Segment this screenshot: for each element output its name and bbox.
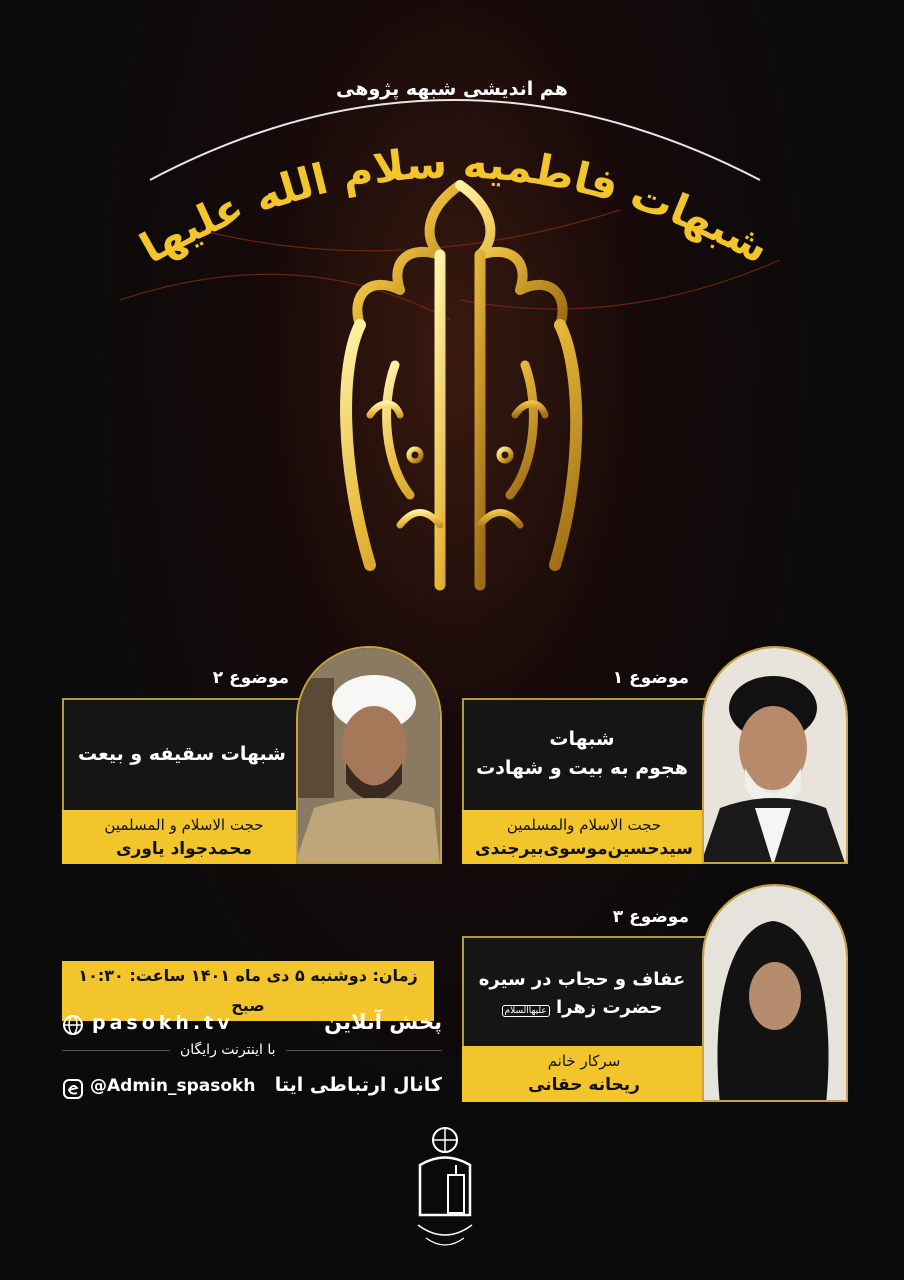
- channel-handle[interactable]: @Admin_spasokh: [90, 1076, 256, 1096]
- topic-3-speaker-photo: [702, 884, 848, 1102]
- topic-3-title-line2-wrap: [462, 994, 702, 1022]
- topic-1-speaker-name: سیدحسین‌موسوی‌بیرجندی: [475, 838, 693, 859]
- topic-2-title-line1: شبهات سقیفه و بیعت: [78, 743, 286, 765]
- globe-icon: [62, 1014, 84, 1036]
- topic-1-speaker-title: حجت الاسلام والمسلمین: [506, 816, 662, 834]
- topic-1-speaker-box: [462, 810, 706, 864]
- topic-1-title-line2: هجوم به بیت و شهادت: [476, 757, 688, 780]
- eitaa-icon: [62, 1078, 84, 1100]
- topic-3-speaker-box: [462, 1046, 706, 1102]
- free-note: با اینترنت رایگان: [170, 1042, 286, 1058]
- topic-3-label: موضوع ۳: [612, 907, 689, 927]
- topic-3-title-line1: عفاف و حجاب در سیره: [478, 969, 686, 990]
- live-label: پخش آنلاین: [324, 1010, 442, 1034]
- topic-2-label: موضوع ۲: [212, 668, 289, 688]
- topic-1-label: موضوع ۱: [612, 668, 689, 688]
- topic-2-speaker-title: حجت الاسلام و المسلمین: [104, 816, 264, 834]
- topic-3-speaker-name: ریحانه حقانی: [528, 1074, 640, 1095]
- channel-row: [62, 1074, 442, 1104]
- topic-2-speaker-name: محمدجواد یاوری: [115, 838, 253, 859]
- topic-3-title: [462, 966, 702, 1022]
- channel-label: کانال ارتباطی ایتا: [274, 1074, 442, 1096]
- topic-3-speaker-title: سرکار خانم: [547, 1052, 621, 1070]
- live-row: [62, 1010, 442, 1040]
- topic-2-speaker-box: [62, 810, 306, 864]
- calligraphy-emblem: [300, 165, 620, 615]
- topic-1-title-line1: شبهات: [549, 728, 615, 750]
- event-time-badge: زمان: دوشنبه ۵ دی ماه ۱۴۰۱ ساعت: ۱۰:۳۰ صبح: [62, 961, 434, 1021]
- seminary-logo-icon: [400, 1120, 490, 1260]
- topic-2-title: [62, 740, 302, 769]
- topic-1-speaker-photo: [702, 646, 848, 864]
- topic-1-title: [462, 725, 702, 784]
- topic-3-title-line2: حضرت زهرا: [555, 996, 663, 1018]
- topic-2-speaker-photo: [296, 646, 442, 864]
- header-title-text: شبهات فاطمیه سلام الله علیها: [131, 138, 778, 274]
- topic-3-honorific: علیهاالسلام: [502, 1005, 550, 1017]
- live-url[interactable]: pasokh.tv: [92, 1012, 234, 1034]
- header-subtitle: هم اندیشی شبهه پژوهی: [336, 78, 568, 100]
